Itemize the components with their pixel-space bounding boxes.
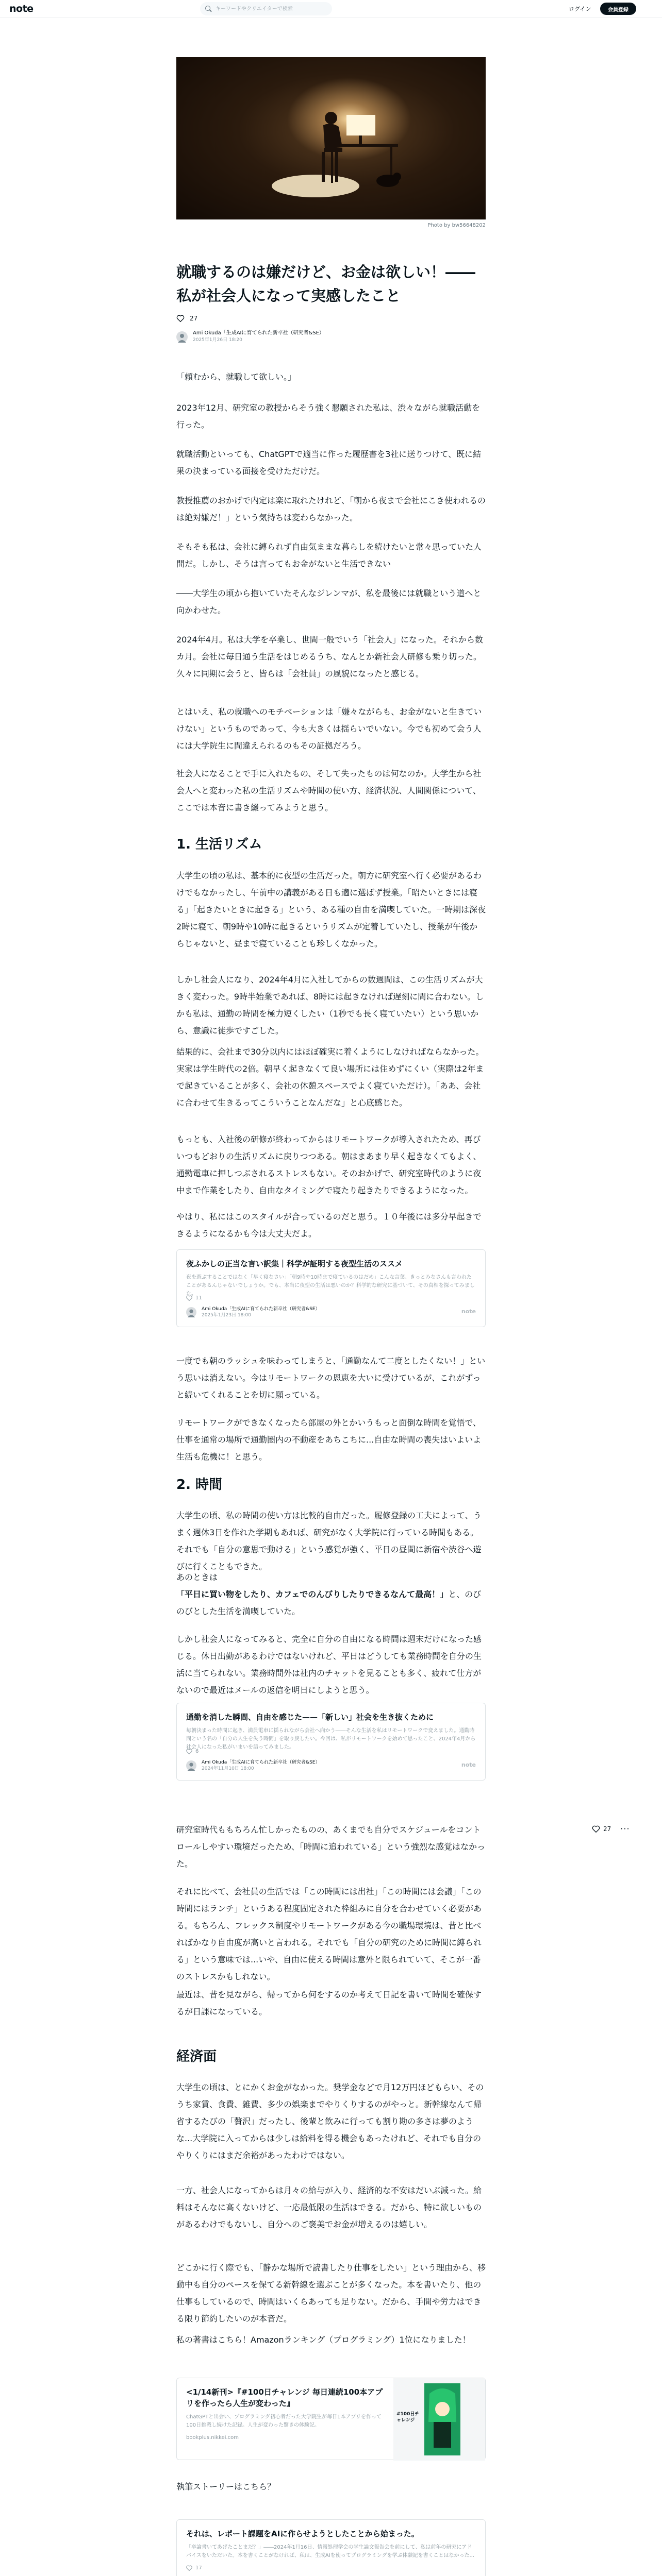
author-row [176, 330, 486, 344]
article-title-line1: 就職するのは嫌だけど、お金は欲しい！―― [176, 263, 476, 281]
paragraph: 大学生の頃、私の時間の使い方は比較的自由だった。履修登録の工夫によって、うまく週休3日を作れた学期もあれば、研究がなく大学院に行っている時間もある。それでも「自分の意思で動ける」という感覚が強く、平日の昼間に新宿や渋谷へ遊びに行くこともできた。 [176, 1511, 482, 1571]
paragraph: リモートワークができなくなったら部屋の外とかいうもっと面倒な時間を覚悟で、仕事を通常の場所で通勤圏内の不動産をあちこちに...自由な時間の喪失はいよいよ生活も危機に！と思う。 [176, 1418, 482, 1462]
paragraph: 一方、社会人になってからは月々の給与が入り、経済的な不安はだいぶ減った。給料はそんなに高くないけど、一応最低限の生活はできる。だから、特に欲しいものがあるわけでもないし、自分へのご褒美でお金が増えるのは嬉しい。 [176, 2185, 482, 2229]
heart-icon [186, 1749, 192, 1754]
book-card-text [177, 2378, 393, 2460]
card-author-name: Ami Okuda「生成AIに育てられた新卒社（研究者&SE） [202, 1307, 320, 1312]
card-author-avatar [186, 1760, 196, 1771]
card-like-count: 11 [195, 1295, 202, 1301]
card-description: 「卒論書いてあげたことまだ？」――2024年1月16日、情報処理学会の学生論文報告会を前にして、私は前年の研究にアドバイスをいただいた。本を書くことがなければ、私は、生成AIを使ってプログラミングを学ぶ体験記を書くことはなかった... [186, 2545, 475, 2558]
paragraph: 2023年12月、研究室の教授からそう強く懇願された私は、渋々ながら就職活動を行った。 [176, 403, 481, 430]
paragraph: 大学生の頃の私は、基本的に夜型の生活だった。朝方に研究室へ行く必要があるわけでもなかったし、午前中の講義がある日も適に選ばず授業。「昭たいときには寝る」「起きたいときに起きる」という、ある種の自由を満喫していた。一時期は深夜2時に寝て、朝9時や10時に起きるというリズムが定着していたし、授業が午後からじゃないと、昼まで寝ていることも珍しくなかった。 [176, 871, 486, 948]
paragraph: それに比べて、会社員の生活では「この時間には出社」「この時間には会議」「この時間にはランチ」というある程度固定された枠組みに自分を合わせていく必要がある。もちろん、フレックス制度やリモートワークがある今の職場環境は、昔と比べればかなり自由度が高いと言われる。それでも「自分の研究のために時間に縛られる」という意味では...いや、自由に使える時間は意外と限られていて、そこが一番のストレスかもしれない。 [176, 1887, 482, 1981]
paragraph: もっとも、入社後の研修が終わってからはリモートワークが導入されたため、再びいつもどおりの生活リズムに戻りつつある。朝はまあまり早く起きなくてもよく、通勤電車に押しつぶされるストレスもない。そのおかげで、研究室時代のように夜中まで作業をしたり、自由なタイミングで寝たり起きたりできるようになった。 [176, 1134, 482, 1195]
card-like-count: 6 [195, 1749, 199, 1754]
note-logo[interactable]: note [9, 3, 34, 14]
note-mark: note [461, 1761, 476, 1768]
card-footer [186, 1306, 476, 1318]
paragraph: 一度でも朝のラッシュを味わってしまうと、「通勤なんて二度としたくない！」という思いは消えない。今はリモートワークの恩恵を大いに受けているが、これがずっと続いてくれることを切に願っている。 [176, 1356, 486, 1400]
signup-button[interactable]: 会員登録 [600, 3, 636, 15]
card-domain: bookplus.nikkei.com [186, 2435, 239, 2441]
paragraph: 社会人になることで手に入れたもの、そして失ったものは何なのか。大学生から社会人へと変わった私の生活リズムや時間の使い方、経済状況、人間関係について、ここでは本音に書き綴ってみようと思う。 [176, 769, 482, 812]
author-name[interactable]: Ami Okuda「生成AIに育てられた新卒社（研究者&SE） [193, 330, 324, 336]
heart-icon [186, 2565, 192, 2571]
card-title[interactable]: それは、レポート課題をAIに作らせようとしたことから始まった。 [186, 2529, 419, 2538]
paragraph: 結果的に、会社まで30分以内にはほぼ確実に着くようにしなければならなかった。実家は学生時代の2倍。朝早く起きなくて良い場所には住めずにくい（実際は2年まで起きていることが多く、会社の休憩スペースでよく寝ていただけ）。「ああ、会社に合わせて生きるってこういうことなんだな」と心底感じた。 [176, 1047, 484, 1108]
card-likes [186, 2565, 476, 2571]
card-description: 毎朝決まった時間に起き、満員電車に揺られながら会社へ向かう――そんな生活を私はリモートワークで変えました。通勤時間という名の「自分の人生を失う時間」を取り戻したい。今回は、私がリモートワークを始めて思ったこと、2024年4月から社会人になった私がいまいを語ってみました。 [186, 1728, 476, 1750]
heart-icon [186, 1295, 192, 1301]
paragraph: しかし社会人になってみると、完全に自分の自由になる時間は週末だけになった感じる。休日出勤があるわけではないけれど、平日はどうしても業務時間を自分の生活に当てられない。業務時間外は社内のチャットを見ることも多く、疲れて仕方がないので最近はメールの返信を明日にしようと思う。 [176, 1634, 482, 1695]
search-input[interactable] [216, 6, 329, 12]
search-icon [205, 6, 211, 12]
card-footer [186, 1759, 476, 1772]
paragraph: 教授推薦のおかげで内定は楽に取れたけれど、「朝から夜まで会社にこき使われるのは絶対嫌だ！」という気持ちは変わらなかった。 [176, 496, 486, 522]
floating-actions [592, 1824, 630, 1834]
card-author-avatar [186, 1307, 196, 1317]
hero-illustration [176, 57, 486, 219]
paragraph: 就職活動といっても、ChatGPTで適当に作った履歴書を3社に送りつけて、既に結果の決まっている面接を受けただけだ。 [176, 449, 482, 476]
paragraph: そもそも私は、会社に縛られず自由気ままな暮らしを続けたいと常々思っていた人間だ。しかし、そうは言ってもお金がないと生活できない [176, 542, 482, 569]
hero-image [176, 57, 486, 219]
paragraph: 私の著書はこちら！Amazonランキング（プログラミング）1位になりました！ [176, 2335, 471, 2345]
book-cover-title: #100日チャレンジ [396, 2412, 420, 2423]
bold-text: 「平日に買い物をしたり、カフェでのんびりしたりできるなんて最高！」 [176, 1589, 449, 1599]
card-like-count: 17 [195, 2565, 202, 2571]
paragraph: 「頼むから、就職して欲しい。」 [176, 372, 296, 382]
more-options-icon[interactable]: ··· [620, 1824, 630, 1834]
heart-icon[interactable] [592, 1825, 600, 1833]
search-bar[interactable] [200, 2, 332, 15]
section-heading-time: 2. 時間 [176, 1477, 223, 1493]
card-title[interactable]: 通勤を消した瞬間、自由を感じた——「新しい」社会を生き抜くために [186, 1713, 434, 1722]
paragraph: とはいえ、私の就職へのモチベーションは「嫌々ながらも、お金がないと生きていけない」というものであって、今も大きくは揺らいでいない。今でも初めて会う人には大学院生に間違えられるのもその証拠だろう。 [176, 707, 482, 751]
text: あのときは [176, 1572, 218, 1582]
article-title-line2: 私が社会人になって実感したこと [176, 287, 401, 304]
paragraph: 2024年4月。私は大学を卒業し、世間一般でいう「社会人」になった。それから数カ月。会社に毎日通う生活をはじめるうち、なんとか新社会人研修も乗り切った。久々に同期に会うと、皆らは「会社員」の風貌になったと感じる。 [176, 635, 483, 679]
card-likes [186, 1295, 476, 1301]
floating-like-count: 27 [603, 1825, 611, 1833]
paragraph: 執筆ストーリーはこちら？ [176, 2482, 276, 2492]
book-cover-image [393, 2378, 485, 2461]
photo-credit[interactable]: Photo by bw56648202 [427, 223, 486, 228]
section-heading-rhythm: 1. 生活リズム [176, 837, 262, 852]
paragraph: ――大学生の頃から抱いていたそんなジレンマが、私を最後には就職という道へと向かわせた。 [176, 588, 482, 615]
author-avatar[interactable] [176, 331, 188, 343]
embed-card-commute[interactable] [176, 1703, 486, 1781]
card-title[interactable]: <1/14新刊>『#100日チャレンジ 毎日連続100本アプリを作ったら人生が変わった』 [186, 2387, 383, 2408]
like-row [176, 315, 486, 322]
article-title [176, 260, 486, 308]
paragraph: 研究室時代ももちろん忙しかったものの、あくまでも自分でスケジュールをコントロールしやすい環境だったため、「時間に追われている」という強烈な感覚はなかった。 [176, 1825, 486, 1869]
note-mark: note [461, 1308, 476, 1315]
paragraph: しかし社会人になり、2024年4月に入社してからの数週間は、この生活リズムが大きく変わった。9時半始業であれば、8時には起きなければ遅刻に間に合わない。しかも私は、通勤の時間を極力短くしたい（1秒でも長く寝ていたい）という思いから、意識に徒歩ですごした。 [176, 975, 484, 1036]
text: と、のびのびとした生活を満喫していた。 [176, 1589, 482, 1616]
heart-icon[interactable] [176, 315, 185, 322]
card-date: 2025年1月23日 18:00 [202, 1313, 251, 1318]
embed-card-story[interactable] [176, 2519, 486, 2576]
top-header [0, 0, 662, 18]
login-link[interactable]: ログイン [569, 6, 591, 12]
like-count: 27 [190, 315, 198, 322]
embed-card-night-owl[interactable] [176, 1249, 486, 1327]
publish-date: 2025年1月26日 18:20 [193, 337, 242, 343]
card-author-name: Ami Okuda「生成AIに育てられた新卒社（研究者&SE） [202, 1760, 320, 1765]
paragraph: 最近は、昔を見ながら、帰ってから何をするのか考えて日記を書いて時間を確保するが日課になっている。 [176, 1990, 482, 2016]
card-description: ChatGPTと出会い、プログラミング初心者だった大学院生が毎日1本アプリを作って100日挑戦し続けた記録。人生が変わった驚きの体験記。 [186, 2414, 382, 2428]
card-date: 2024年11月10日 18:00 [202, 1766, 254, 1771]
paragraph-emphasis [176, 1569, 486, 1620]
embed-card-book[interactable] [176, 2378, 486, 2460]
card-description: 夜を遊ぶすることではなく「早く寝なさい」「朝9時や10時まで寝ているのはだめ」こんな言葉、きっとみなさんも言われたことがあるんじゃないでしょうか。でも、本当に夜型の生活は悪いのか？科学的な研究に基づいて、その真相を探ってみました。 [186, 1275, 475, 1297]
card-title[interactable]: 夜ふかしの正当な言い訳集｜科学が証明する夜型生活のススメ [186, 1259, 403, 1268]
paragraph: どこかに行く際でも、「静かな場所で読書したり仕事をしたい」という理由から、移動中も自分のペースを保てる新幹線を選ぶことが多くなった。本を書いたり、他の仕事もしているので、時間はいくらあっても足りない。だから、手間や労力はできる限り節約したいのが本音だ。 [176, 2263, 486, 2324]
paragraph: 大学生の頃は、とにかくお金がなかった。奨学金などで月12万円ほどもらい、そのうち家賃、食費、雑費、多少の娯楽までやりくりするのがやっと。新幹線なんて帰省するたびの「贅沢」だったし、後輩と飲みに行っても割り勘の多さは夢のような...大学院に入ってからは少しは給料を得る機会もあったけれど、それでも自分のやりくりにはまだ余裕があったわけではない。 [176, 2082, 484, 2160]
section-heading-economy: 経済面 [176, 2049, 217, 2064]
paragraph: やはり、私にはこのスタイルが合っているのだと思う。１０年後には多分早起きできるようになるかも今は大丈夫だよ。 [176, 1212, 482, 1239]
